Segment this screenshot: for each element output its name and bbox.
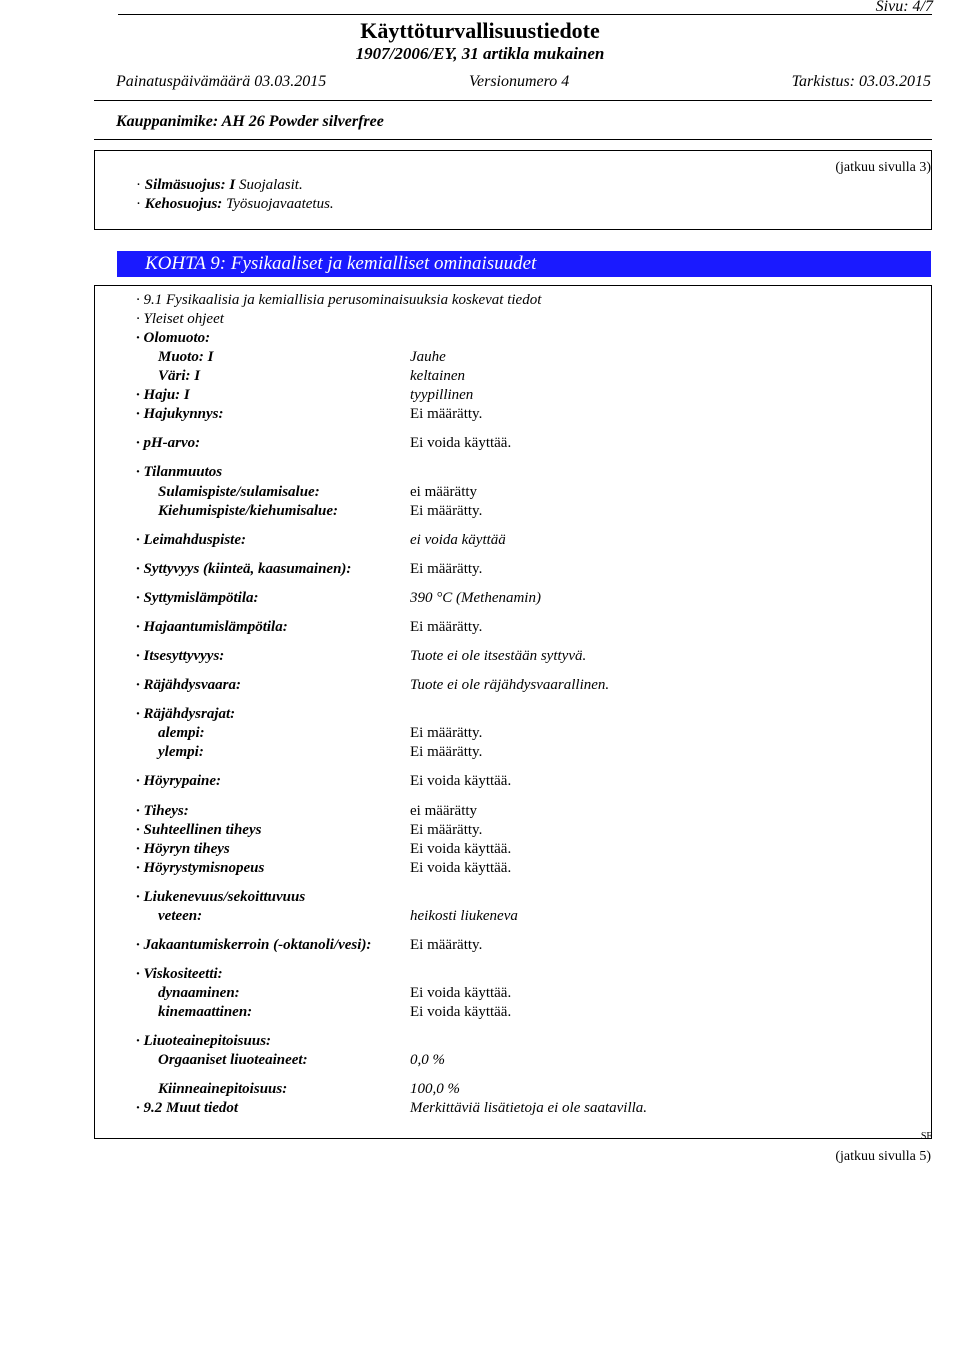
row-boiling-label: Kiehumispiste/kiehumisalue: <box>158 503 339 519</box>
row-kinematic-viscosity-value: Ei voida käyttää. <box>410 1004 512 1020</box>
body-protection-label: Kehosuojus: <box>144 196 223 212</box>
row-vapour-density-label: · Höyryn tiheys <box>136 841 230 857</box>
row-partition-coefficient-value: Ei määrätty. <box>410 937 483 953</box>
row-solubility-heading: · Liukenevuus/sekoittuvuus <box>136 889 306 905</box>
row-self-ignition-label: · Itsesyttyvyys: <box>136 648 225 664</box>
row-evaporation-rate-label: · Höyrystymisnopeus <box>136 860 265 876</box>
row-odour-threshold-label: · Hajukynnys: <box>136 406 224 422</box>
print-date: Painatuspäivämäärä 03.03.2015 <box>116 73 327 90</box>
row-density-value: ei määrätty <box>410 803 478 819</box>
revision-date: Tarkistus: 03.03.2015 <box>791 73 931 90</box>
row-explosion-hazard-value: Tuote ei ole räjähdysvaarallinen. <box>410 677 610 693</box>
row-relative-density-label: · Suhteellinen tiheys <box>136 822 262 838</box>
row-kinematic-viscosity-label: kinemaattinen: <box>158 1004 253 1020</box>
row-ignition-temp-value: 390 °C (Methenamin) <box>410 590 541 606</box>
version-number: Versionumero 4 <box>469 73 570 90</box>
body-protection-value: Työsuojavaatetus. <box>226 196 334 212</box>
row-organic-solvents-value: 0,0 % <box>410 1052 445 1068</box>
row-evaporation-rate-value: Ei voida käyttää. <box>410 860 512 876</box>
row-lower-limit-value: Ei määrätty. <box>410 725 483 741</box>
row-odour-value: tyypillinen <box>410 387 474 403</box>
row-9-1-heading: · 9.1 Fysikaalisia ja kemiallisia perusominaisuuksia koskevat tiedot <box>136 292 542 308</box>
row-relative-density-value: Ei määrätty. <box>410 822 483 838</box>
continued-from: (jatkuu sivulla 3) <box>835 160 931 175</box>
row-organic-solvents-label: Orgaaniset liuoteaineet: <box>158 1052 308 1068</box>
row-flammability-label: · Syttyvyys (kiinteä, kaasumainen): <box>136 561 352 577</box>
page-number: Sivu: 4/7 <box>875 0 933 15</box>
row-flash-point-value: ei voida käyttää <box>410 532 506 548</box>
row-9-2-value: Merkittäviä lisätietoja ei ole saatavilla. <box>410 1100 648 1116</box>
row-upper-limit-value: Ei määrätty. <box>410 744 483 760</box>
row-melting-value: ei määrätty <box>410 484 478 500</box>
row-flammability-value: Ei määrätty. <box>410 561 483 577</box>
eye-protection-row: · Silmäsuojus: I Suojalasit. <box>136 177 303 193</box>
row-ph-label: · pH-arvo: <box>136 435 201 451</box>
document-subtitle: 1907/2006/EY, 31 artikla mukainen <box>355 44 605 63</box>
header-divider <box>94 100 932 101</box>
product-divider <box>94 139 932 140</box>
row-shape-value: Jauhe <box>410 349 446 365</box>
row-lower-limit-label: alempi: <box>158 725 205 741</box>
row-state-change-heading: · Tilanmuutos <box>136 464 223 480</box>
row-ignition-temp-label: · Syttymislämpötila: <box>136 590 259 606</box>
row-9-2-label: · 9.2 Muut tiedot <box>136 1100 239 1116</box>
row-melting-label: Sulamispiste/sulamisalue: <box>158 484 320 500</box>
row-viscosity-heading: · Viskositeetti: <box>136 966 223 982</box>
row-form-heading: · Olomuoto: <box>136 330 211 346</box>
row-explosion-hazard-label: · Räjähdysvaara: <box>136 677 241 693</box>
footer-rule <box>854 1138 932 1139</box>
row-vapour-pressure-value: Ei voida käyttää. <box>410 773 512 789</box>
row-solids-content-label: Kiinneainepitoisuus: <box>158 1081 288 1097</box>
eye-protection-label: Silmäsuojus: I <box>144 177 236 193</box>
section-9-heading <box>117 251 931 277</box>
row-general-heading: · Yleiset ohjeet <box>136 311 224 327</box>
row-shape-label: Muoto: I <box>158 349 214 365</box>
row-partition-coefficient-label: · Jakaantumiskerroin (-oktanoli/vesi): <box>136 937 372 953</box>
row-solvent-content-heading: · Liuoteainepitoisuus: <box>136 1033 272 1049</box>
document-title: Käyttöturvallisuustiedote <box>360 18 600 43</box>
row-odour-label: · Haju: I <box>136 387 190 403</box>
row-dynamic-viscosity-label: dynaaminen: <box>158 985 240 1001</box>
row-colour-label: Väri: I <box>158 368 201 384</box>
row-flash-point-label: · Leimahduspiste: <box>136 532 247 548</box>
row-decomposition-temp-label: · Hajaantumislämpötila: <box>136 619 288 635</box>
row-explosion-limits-heading: · Räjähdysrajat: <box>136 706 236 722</box>
row-vapour-pressure-label: · Höyrypaine: <box>136 773 221 789</box>
row-colour-value: keltainen <box>410 368 465 384</box>
language-code: SF <box>920 1131 932 1142</box>
row-decomposition-temp-value: Ei määrätty. <box>410 619 483 635</box>
row-water-solubility-value: heikosti liukeneva <box>410 908 518 924</box>
product-name: Kauppanimike: AH 26 Powder silverfree <box>116 113 384 130</box>
row-solids-content-value: 100,0 % <box>410 1081 460 1097</box>
row-density-label: · Tiheys: <box>136 803 189 819</box>
section-9-title: KOHTA 9: Fysikaaliset ja kemialliset ominaisuudet <box>145 253 537 274</box>
row-ph-value: Ei voida käyttää. <box>410 435 512 451</box>
row-vapour-density-value: Ei voida käyttää. <box>410 841 512 857</box>
row-water-solubility-label: veteen: <box>158 908 203 924</box>
row-odour-threshold-value: Ei määrätty. <box>410 406 483 422</box>
eye-protection-value: Suojalasit. <box>238 177 303 193</box>
body-protection-row: · Kehosuojus: Työsuojavaatetus. <box>136 196 334 212</box>
row-upper-limit-label: ylempi: <box>158 744 204 760</box>
row-boiling-value: Ei määrätty. <box>410 503 483 519</box>
header-rule <box>118 14 932 15</box>
row-self-ignition-value: Tuote ei ole itsestään syttyvä. <box>410 648 587 664</box>
continued-to: (jatkuu sivulla 5) <box>835 1149 931 1164</box>
row-dynamic-viscosity-value: Ei voida käyttää. <box>410 985 512 1001</box>
